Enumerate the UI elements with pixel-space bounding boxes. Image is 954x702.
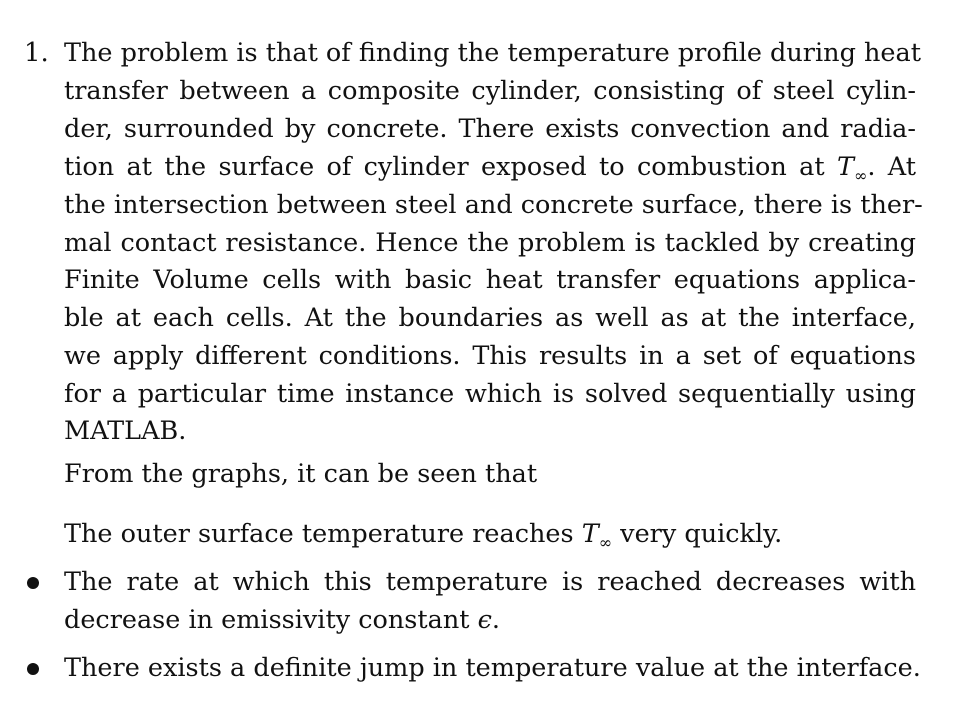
paragraph-line-4	[64, 152, 916, 185]
bullet-dot-1	[27, 577, 39, 589]
paragraph-line-11: MATLAB.	[64, 416, 187, 446]
paragraph-line-8: ble at each cells. At the boundaries as well as at the interface,	[64, 303, 916, 333]
outer-surface-post: very quickly.	[620, 519, 783, 549]
from-graphs-text: From the graphs, it can be seen that	[64, 459, 538, 489]
bullet-1-line-2-post: .	[491, 605, 501, 635]
bullet-2-line-1: There exists a definite jump in temperature value at the interface.	[64, 653, 921, 683]
paragraph-line-9: we apply different conditions. This results in a set of equations	[64, 341, 916, 371]
bullet-1-line-2	[64, 605, 916, 635]
paragraph-line-3: der, surrounded by concrete. There exists convection and radia-	[64, 114, 916, 144]
paragraph-line-7: Finite Volume cells with basic heat transfer equations applica-	[64, 265, 916, 295]
paragraph-line-2: transfer between a composite cylinder, consisting of steel cylin-	[64, 76, 916, 106]
paragraph-line-4-tail: . At	[867, 152, 916, 182]
paragraph-line-4-text: tion at the surface of cylinder exposed to combustion at	[64, 152, 825, 182]
paragraph-line-5: the intersection between steel and concrete surface, there is ther-	[64, 190, 923, 220]
paragraph-line-10: for a particular time instance which is solved sequentially using	[64, 379, 916, 409]
epsilon-symbol: ϵ	[477, 605, 492, 635]
bullet-1-line-2-pre: decrease in emissivity constant	[64, 605, 470, 635]
outer-surface-text	[64, 519, 916, 552]
t-infinity-symbol: $T_\infty$	[836, 152, 868, 185]
bullet-1-line-1: The rate at which this temperature is reached decreases with	[64, 567, 916, 597]
bullet-dot-2	[27, 663, 39, 675]
paragraph-line-6: mal contact resistance. Hence the problem is tackled by creating	[64, 228, 916, 258]
list-item-number: 1.	[24, 38, 49, 68]
outer-surface-pre: The outer surface temperature reaches	[64, 519, 574, 549]
t-infinity-symbol-2: $T_\infty$	[581, 519, 613, 552]
paragraph-line-1: The problem is that of finding the temperature profile during heat	[64, 38, 921, 68]
